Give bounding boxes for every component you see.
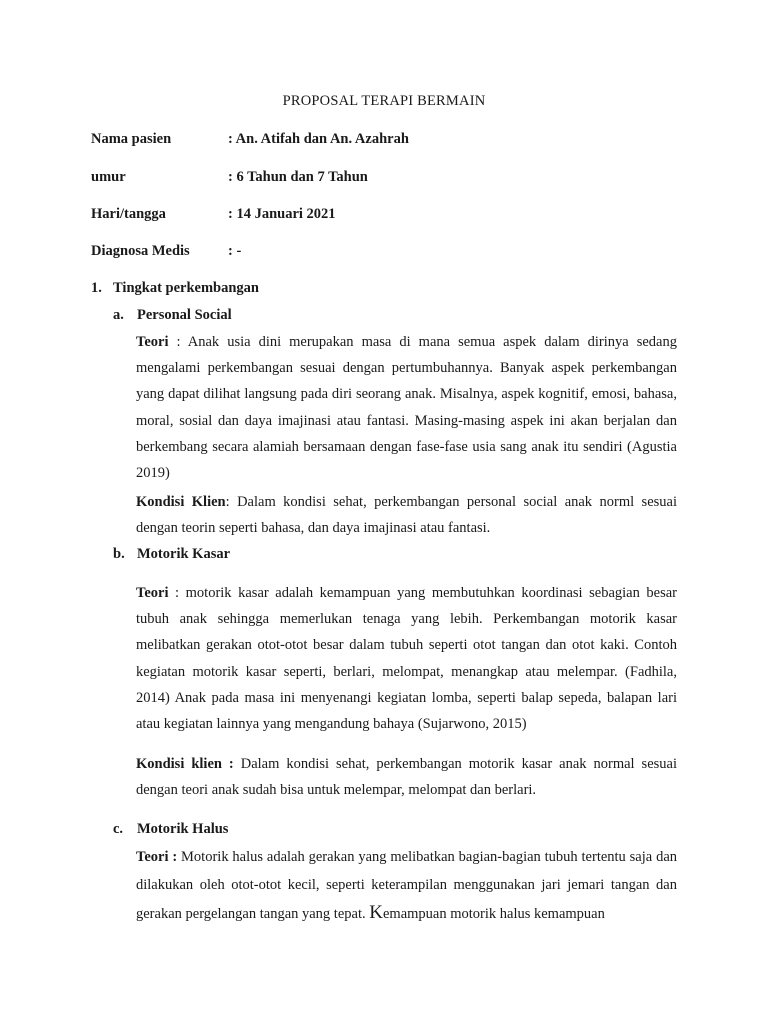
document-title: PROPOSAL TERAPI BERMAIN — [282, 93, 486, 109]
section-heading-1 — [91, 280, 259, 297]
meta-row-nama-pasien — [91, 131, 409, 148]
teori-text: : motorik kasar adalah kemampuan yang membutuhkan koordinasi sebagian besar tubuh anak sehingga memerlukan tenaga yang lebih. Perkembangan motorik kasar melibatkan gerakan otot-otot besar dalam tubuh seperti otot tangan dan otot kaki. Contoh kegiatan motorik kasar seperti, berlari, melompat, menangkap atau melempar. (Fadhila, 2014) Anak pada masa ini menyenangi kegiatan lomba, seperti balap sepeda, balapan lari atau kegiatan lainnya yang mengandung bahaya (Sujarwono, 2015) — [136, 585, 677, 733]
meta-value: : An. Atifah dan An. Azahrah — [228, 131, 409, 147]
meta-label: umur — [91, 169, 126, 185]
meta-value: : - — [228, 243, 242, 259]
teori-label: Teori : — [136, 849, 178, 865]
paragraph-kondisi-motorik-kasar — [136, 751, 677, 803]
meta-value: : 6 Tahun dan 7 Tahun — [228, 169, 368, 185]
subheading-motorik-halus — [113, 821, 228, 838]
kondisi-text: Dalam kondisi sehat, perkembangan motorik kasar anak normal sesuai dengan teori anak sudah bisa untuk melempar, melompat dan berlari. — [136, 756, 677, 799]
teori-label: Teori — [136, 585, 169, 601]
sub-letter: b. — [113, 546, 125, 562]
kondisi-text: : Dalam kondisi sehat, perkembangan personal social anak norml sesuai dengan teorin seperti bahasa, dan daya imajinasi atau fantasi. — [136, 494, 677, 537]
sub-letter: a. — [113, 307, 124, 323]
subheading-motorik-kasar — [113, 546, 230, 563]
paragraph-kondisi-personal-social — [136, 489, 677, 541]
sub-letter: c. — [113, 821, 124, 837]
teori-tail: emampuan motorik halus kemampuan — [382, 906, 605, 922]
meta-label: Nama pasien — [91, 131, 172, 147]
meta-label: Diagnosa Medis — [91, 243, 190, 259]
teori-text: Motorik halus adalah gerakan yang melibatkan bagian-bagian tubuh tertentu saja dan dilakukan oleh otot-otot kecil, seperti keterampilan menggunakan jari jemari tangan dan gerakan pergelangan tangan yang tepat. — [136, 849, 677, 922]
meta-label: Hari/tangga — [91, 206, 166, 222]
meta-row-umur — [91, 169, 368, 186]
sub-title: Personal Social — [137, 307, 232, 323]
sub-title: Motorik Kasar — [137, 546, 231, 562]
teori-text: : Anak usia dini merupakan masa di mana semua aspek dalam dirinya sedang mengalami perkembangan sesuai dengan pertumbuhannya. Banyak aspek perkembangan yang dapat dilihat langsung pada diri seorang anak. Misalnya, aspek kognitif, emosi, bahasa, moral, sosial dan daya imajinasi atau fantasi. Masing-masing aspek ini akan berjalan dan berkembang secara alamiah bersamaan dengan fase-fase usia sang anak itu sendiri (Agustia 2019) — [136, 334, 677, 482]
kondisi-label: Kondisi klien : — [136, 756, 234, 772]
meta-row-hari-tanggal — [91, 206, 336, 223]
teori-label: Teori — [136, 334, 169, 350]
subheading-personal-social — [113, 307, 232, 324]
paragraph-teori-motorik-kasar — [136, 580, 677, 737]
meta-value: : 14 Januari 2021 — [228, 206, 336, 222]
section-number: 1. — [91, 280, 102, 296]
meta-row-diagnosa-medis — [91, 243, 241, 260]
paragraph-teori-personal-social — [136, 329, 677, 486]
section-title: Tingkat perkembangan — [113, 280, 259, 296]
kondisi-label: Kondisi Klien — [136, 494, 226, 510]
drop-letter: K — [369, 902, 383, 923]
paragraph-teori-motorik-halus — [136, 843, 677, 928]
sub-title: Motorik Halus — [137, 821, 229, 837]
